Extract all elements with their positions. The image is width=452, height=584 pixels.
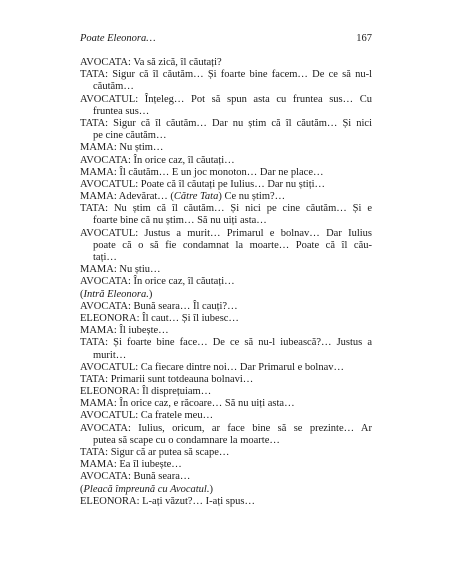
text-line [80,167,372,179]
line-text: pe cine căutăm… [93,130,167,142]
line-text: TATA: Sigur că ar putea să scape… [80,447,230,458]
line-text: poate că o să fie condamnat la moarte… Poate că îl cău- [93,239,372,251]
text-line [80,350,372,362]
text-line [80,264,372,276]
line-text: tați… [93,252,117,263]
line-text: MAMA: Nu știu… [80,264,161,276]
text-line [80,240,372,252]
text-line [80,81,372,93]
text-line [80,289,372,301]
line-text: TATA: Primarii sunt totdeauna bolnavi… [80,373,254,385]
text-line [80,252,372,264]
text-line [80,410,372,422]
line-text: AVOCATUL: Ca fratele meu… [80,410,214,422]
line-text-after: ) Ce nu știm?… [218,191,286,203]
line-text: ELEONORA: Îl disprețuiam… [80,386,212,398]
text-line [80,471,372,483]
line-text: TATA: Sigur că îl căutăm… Dar nu știm că îl căutăm… Și nici [80,117,372,129]
line-text: AVOCATA: Va să zică, îl căutați? [80,57,222,68]
text-line [80,435,372,447]
text-line [80,337,372,349]
stage-direction: Către Tata [173,191,219,203]
line-text: AVOCATA: În orice caz, îl căutați… [80,276,235,288]
line-text: AVOCATA: Bună seara… [80,471,191,483]
text-line [80,423,372,435]
text-line [80,325,372,337]
line-text: căutăm… [93,81,134,93]
line-text: MAMA: În orice caz, e răcoare… Să nu uiți asta… [80,398,295,410]
line-text: TATA: Sigur că îl căutăm… Și foarte bine facem… De ce să nu-l [80,69,372,81]
page-number: 167 [356,33,372,44]
text-line [80,94,372,106]
text-line [80,155,372,167]
line-text: MAMA: Adevărat… ( [80,191,174,203]
line-text: putea să scape cu o condamnare la moarte… [93,434,280,446]
text-line [80,447,372,459]
text-line [80,484,372,496]
line-text: ELEONORA: Îl caut… Și îl iubesc… [80,312,239,324]
line-text: MAMA: Ea îl iubește… [80,459,182,471]
text-line [80,215,372,227]
line-text: ELEONORA: L-ați văzut?… I-ați spus… [80,495,255,507]
text-line [80,459,372,471]
running-title: Poate Eleonora… [80,33,156,44]
page-header [80,33,372,44]
line-text: MAMA: Nu știm… [80,142,164,154]
text-line [80,106,372,118]
line-text: TATA: Și foarte bine face… De ce să nu-l iubească?… Justus a [80,337,372,349]
text-line [80,57,372,69]
line-text: AVOCATA: În orice caz, îl căutați… [80,154,235,166]
line-text: MAMA: Îl căutăm… E un joc monoton… Dar ne place… [80,166,324,178]
text-line [80,203,372,215]
text-line [80,301,372,313]
line-text: TATA: Nu știm că îl căutăm… Și nici pe cine căutăm… Și e [80,203,372,215]
line-text: MAMA: Îl iubește… [80,325,169,337]
text-line [80,191,372,203]
line-text: AVOCATUL: Poate că îl căutați pe Iulius… Dar nu știți… [80,178,326,190]
line-text: AVOCATA: Iulius, oricum, ar face bine să se prezinte… Ar [80,422,372,434]
line-text: AVOCATUL: Ca fiecare dintre noi… Dar Primarul e bolnav… [80,361,344,373]
text-line [80,130,372,142]
text-line [80,386,372,398]
line-text: murit… [93,349,127,361]
text-line [80,179,372,191]
stage-direction: Pleacă împreună cu Avocatul. [83,483,210,495]
text-line [80,398,372,410]
text-line [80,362,372,374]
line-text: AVOCATUL: Justus a murit… Primarul e bolnav… Dar Iulius [80,227,372,239]
line-text: foarte bine că nu știm… Să nu uiți asta… [93,215,267,227]
stage-direction: Intră Eleonora. [83,288,149,300]
line-text-after: ) [209,483,213,495]
text-line [80,496,372,508]
text-line [80,142,372,154]
text-line [80,118,372,130]
line-text: fruntea sus… [93,105,150,117]
play-text [80,57,372,508]
line-text: ( [80,288,84,300]
text-line [80,374,372,386]
text-line [80,228,372,240]
text-line [80,276,372,288]
text-line [80,69,372,81]
line-text: AVOCATUL: Înțeleg… Pot să spun asta cu fruntea sus… Cu [80,93,372,105]
line-text: AVOCATA: Bună seara… Îl cauți?… [80,300,238,312]
text-line [80,313,372,325]
line-text-after: ) [148,288,153,300]
line-text: ( [80,483,84,495]
